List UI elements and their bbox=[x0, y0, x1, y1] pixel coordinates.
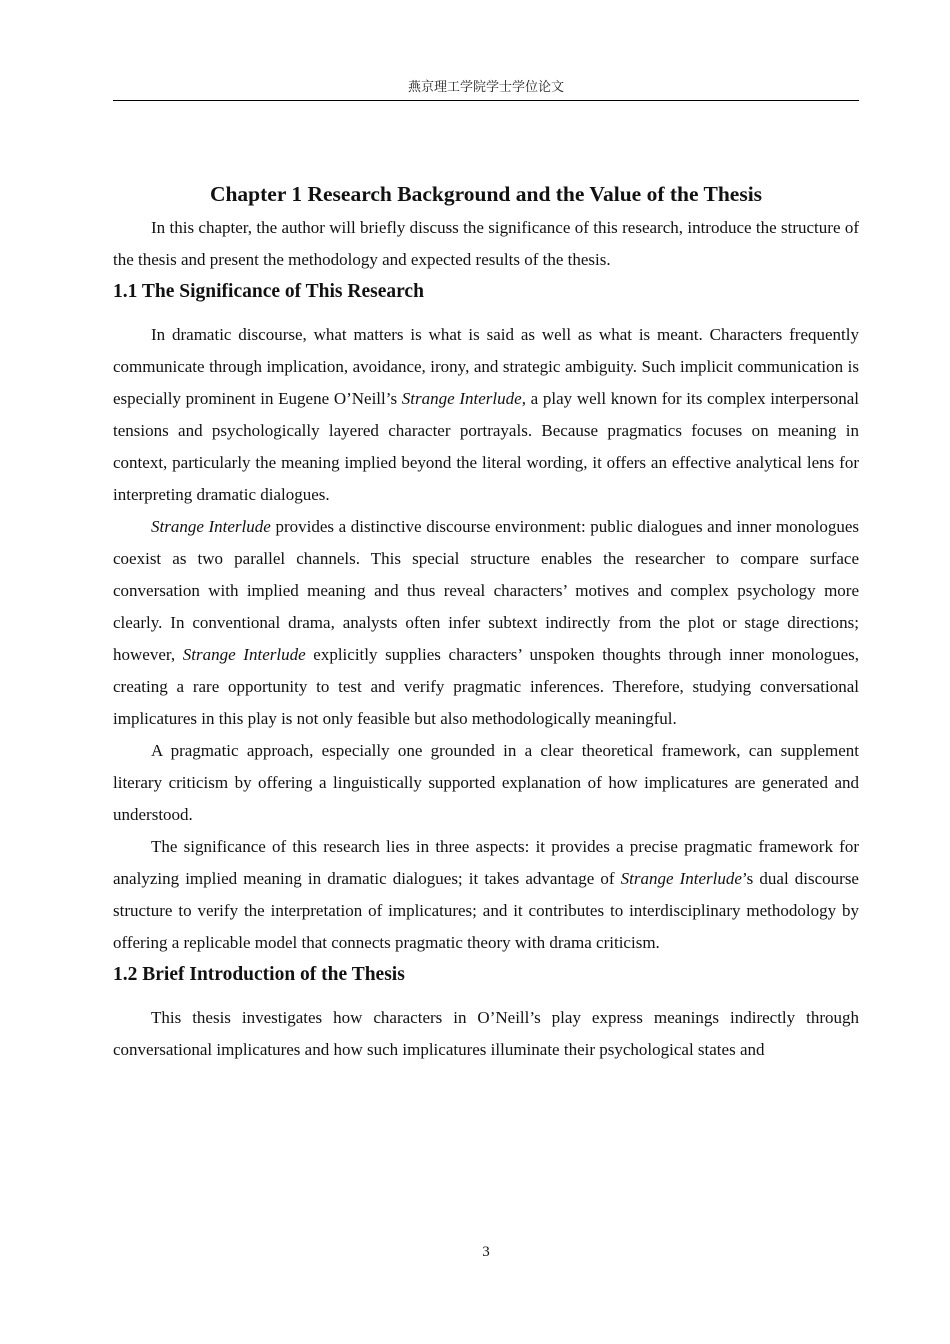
section-body-1-2 bbox=[113, 1002, 859, 1066]
chapter-title: Chapter 1 Research Background and the Value of the Thesis bbox=[209, 182, 763, 206]
play-title-italic: Strange Interlude bbox=[182, 645, 306, 664]
paragraph-1-2-1: This thesis investigates how characters in O’Neill’s play express meanings indirectly through conversational implicatures and how such implicatures illuminate their psychological states and bbox=[113, 1008, 859, 1059]
chapter-intro-paragraph: In this chapter, the author will briefly discuss the significance of this research, introduce the structure of the thesis and present the methodology and expected results of the thesis. bbox=[113, 218, 859, 269]
paragraph-text: In dramatic discourse, what matters is what is said as well as what is meant. Characters frequently communicate through implication, avoidance, irony, and strategic ambiguity. Such implicit communication is especially prominent in Eugene O’Neill’s bbox=[113, 325, 859, 408]
section-body-1-1 bbox=[113, 319, 859, 959]
play-title-italic: Strange Interlude bbox=[620, 869, 742, 888]
page-content bbox=[113, 176, 859, 1066]
page-number: 3 bbox=[482, 1244, 490, 1260]
paragraph-text: The significance of this research lies in three aspects: it provides a precise pragmatic framework for analyzing implied meaning in dramatic dialogues; it takes advantage of bbox=[113, 837, 859, 888]
play-title-italic: Strange Interlude bbox=[401, 389, 522, 408]
header-rule bbox=[113, 100, 859, 101]
paragraph-text: , a play well known for its complex interpersonal tensions and psychologically layered character portrayals. Because pragmatics focuses on meaning in context, particularly the meaning implied beyond the literal wording, it offers an effective analytical lens for interpreting dramatic dialogues. bbox=[113, 389, 860, 504]
paragraph-1-1-2 bbox=[113, 511, 859, 735]
running-header: 燕京理工学院学士学位论文 bbox=[407, 80, 564, 95]
paragraph-text: explicitly supplies characters’ unspoken thoughts through inner monologues, creating a rare opportunity to test and verify pragmatic inferences. Therefore, studying conversational implicatures in this play is not only feasible but also methodologically meaningful. bbox=[113, 645, 859, 728]
section-heading-1-2: 1.2 Brief Introduction of the Thesis bbox=[113, 964, 405, 985]
paragraph-1-1-1 bbox=[113, 319, 859, 511]
paragraph-1-1-4 bbox=[113, 831, 859, 959]
paragraph-text: ’s dual discourse structure to verify the interpretation of implicatures; and it contributes to interdisciplinary methodology by offering a replicable model that connects pragmatic theory with drama criticism. bbox=[113, 869, 859, 952]
section-heading-1-1: 1.1 The Significance of This Research bbox=[113, 281, 424, 302]
paragraph-1-1-3: A pragmatic approach, especially one grounded in a clear theoretical framework, can supplement literary criticism by offering a linguistically supported explanation of how implicatures are generated and understood. bbox=[113, 741, 859, 824]
play-title-italic: Strange Interlude bbox=[151, 517, 271, 536]
paragraph-text: provides a distinctive discourse environment: public dialogues and inner monologues coexist as two parallel channels. This special structure enables the researcher to compare surface conversation with implied meaning and thus reveal characters’ motives and complex psychology more clearly. In conventional drama, analysts often infer subtext indirectly from the plot or stage directions; however, bbox=[113, 517, 859, 664]
